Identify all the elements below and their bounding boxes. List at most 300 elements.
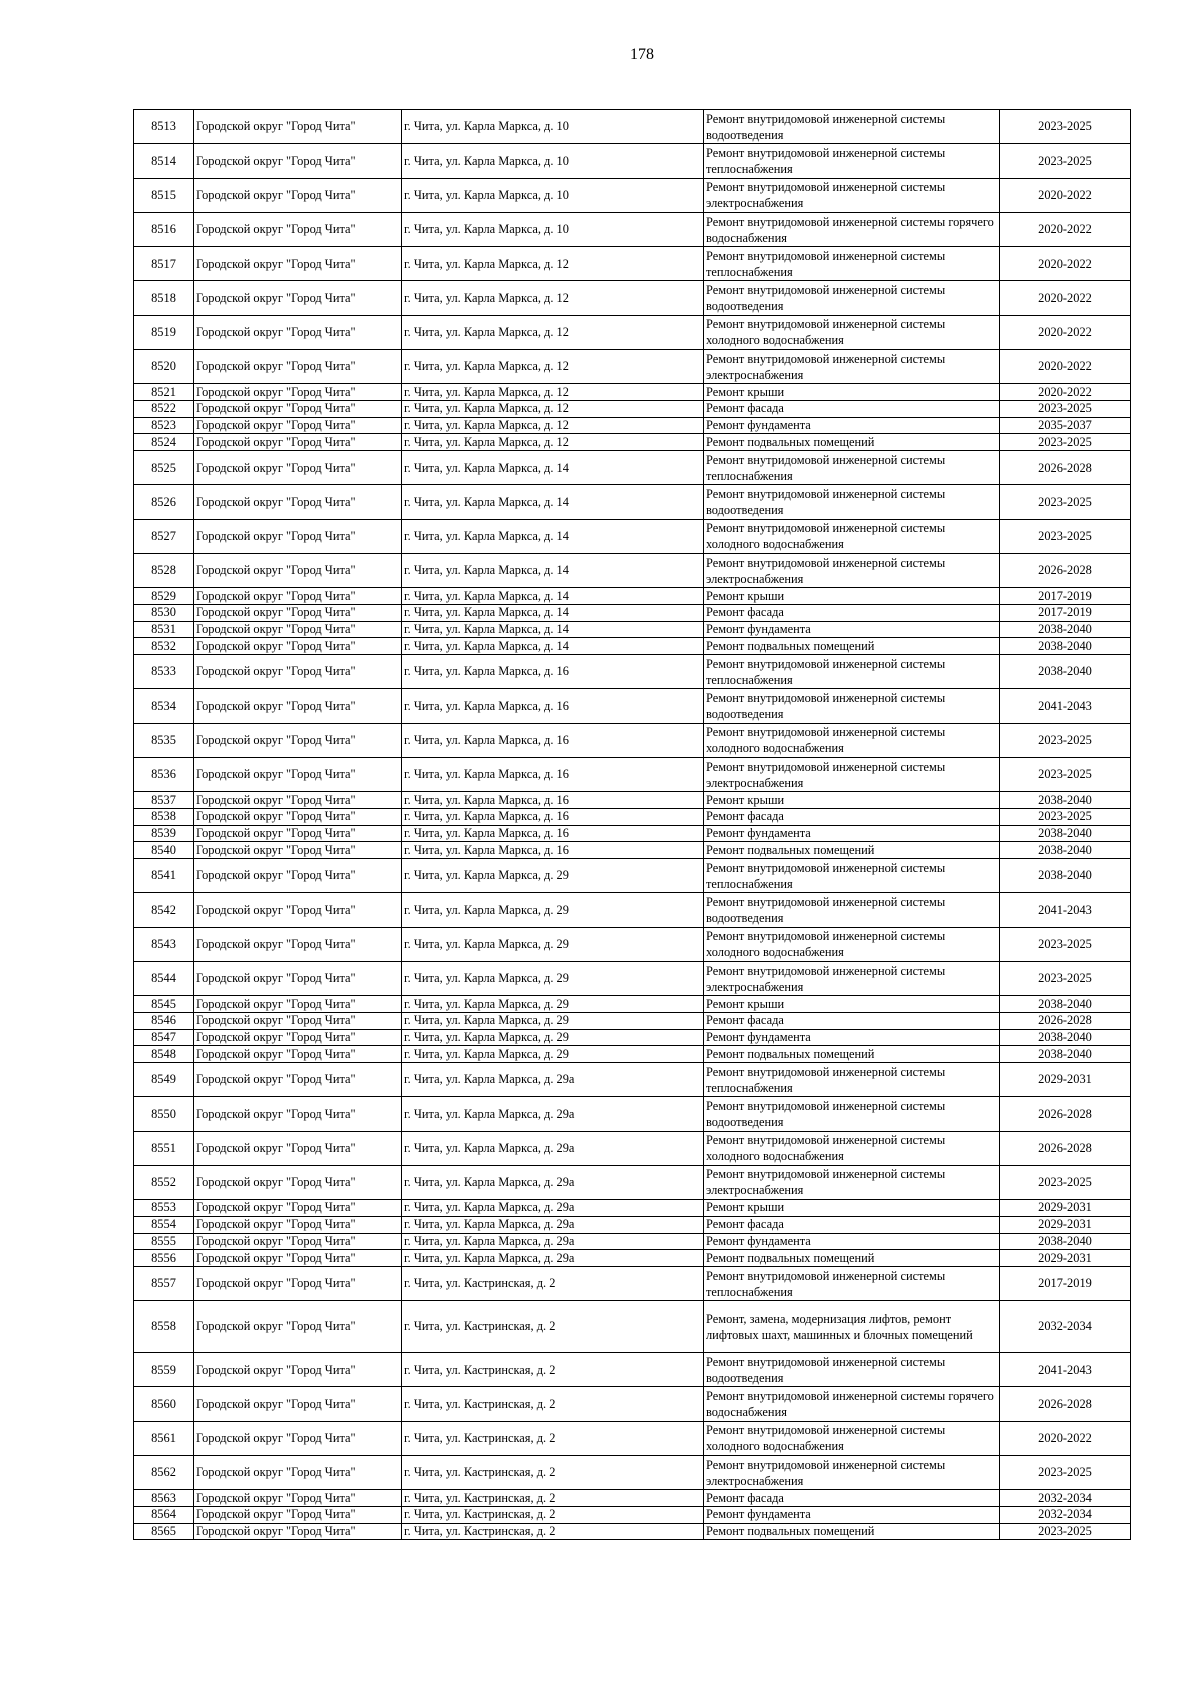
period-cell: 2020-2022 (1000, 178, 1131, 212)
work-type-cell: Ремонт внутридомовой инженерной системы теплоснабжения (704, 655, 1000, 689)
period-cell: 2023-2025 (1000, 434, 1131, 451)
work-type-cell: Ремонт фасада (704, 1012, 1000, 1029)
municipality-cell: Городской округ "Город Чита" (194, 1046, 402, 1063)
period-cell: 2029-2031 (1000, 1250, 1131, 1267)
address-cell: г. Чита, ул. Карла Маркса, д. 14 (402, 451, 704, 485)
address-cell: г. Чита, ул. Карла Маркса, д. 14 (402, 621, 704, 638)
work-type-cell: Ремонт внутридомовой инженерной системы горячего водоснабжения (704, 212, 1000, 246)
period-cell: 2041-2043 (1000, 1353, 1131, 1387)
table-row (134, 655, 1131, 689)
address-cell: г. Чита, ул. Кастринская, д. 2 (402, 1301, 704, 1353)
period-cell: 2023-2025 (1000, 757, 1131, 791)
municipality-cell: Городской округ "Город Чита" (194, 417, 402, 434)
table-row (134, 1131, 1131, 1165)
work-type-cell: Ремонт внутридомовой инженерной системы электроснабжения (704, 1165, 1000, 1199)
row-number: 8555 (134, 1233, 194, 1250)
municipality-cell: Городской округ "Город Чита" (194, 1421, 402, 1455)
row-number: 8543 (134, 927, 194, 961)
address-cell: г. Чита, ул. Карла Маркса, д. 16 (402, 825, 704, 842)
table-row (134, 434, 1131, 451)
municipality-cell: Городской округ "Город Чита" (194, 281, 402, 315)
period-cell: 2023-2025 (1000, 961, 1131, 995)
work-type-cell: Ремонт внутридомовой инженерной системы водоотведения (704, 1097, 1000, 1131)
period-cell: 2026-2028 (1000, 1097, 1131, 1131)
period-cell: 2038-2040 (1000, 621, 1131, 638)
work-type-cell: Ремонт внутридомовой инженерной системы электроснабжения (704, 1456, 1000, 1490)
table-row (134, 961, 1131, 995)
period-cell: 2038-2040 (1000, 842, 1131, 859)
address-cell: г. Чита, ул. Карла Маркса, д. 14 (402, 554, 704, 588)
address-cell: г. Чита, ул. Карла Маркса, д. 16 (402, 655, 704, 689)
work-type-cell: Ремонт фундамента (704, 1507, 1000, 1524)
municipality-cell: Городской округ "Город Чита" (194, 588, 402, 605)
table-row (134, 1456, 1131, 1490)
municipality-cell: Городской округ "Город Чита" (194, 961, 402, 995)
municipality-cell: Городской округ "Город Чита" (194, 723, 402, 757)
address-cell: г. Чита, ул. Карла Маркса, д. 29а (402, 1165, 704, 1199)
address-cell: г. Чита, ул. Карла Маркса, д. 12 (402, 315, 704, 349)
work-type-cell: Ремонт подвальных помещений (704, 1523, 1000, 1540)
table-row (134, 212, 1131, 246)
address-cell: г. Чита, ул. Карла Маркса, д. 12 (402, 281, 704, 315)
work-type-cell: Ремонт фундамента (704, 1233, 1000, 1250)
address-cell: г. Чита, ул. Карла Маркса, д. 29 (402, 927, 704, 961)
page-number: 178 (630, 46, 654, 63)
period-cell: 2020-2022 (1000, 315, 1131, 349)
work-type-cell: Ремонт фундамента (704, 621, 1000, 638)
address-cell: г. Чита, ул. Карла Маркса, д. 16 (402, 808, 704, 825)
period-cell: 2026-2028 (1000, 554, 1131, 588)
work-type-cell: Ремонт внутридомовой инженерной системы электроснабжения (704, 350, 1000, 384)
municipality-cell: Городской округ "Город Чита" (194, 1353, 402, 1387)
municipality-cell: Городской округ "Город Чита" (194, 689, 402, 723)
period-cell: 2038-2040 (1000, 655, 1131, 689)
address-cell: г. Чита, ул. Карла Маркса, д. 10 (402, 212, 704, 246)
row-number: 8540 (134, 842, 194, 859)
row-number: 8521 (134, 384, 194, 401)
period-cell: 2035-2037 (1000, 417, 1131, 434)
municipality-cell: Городской округ "Город Чита" (194, 1490, 402, 1507)
municipality-cell: Городской округ "Город Чита" (194, 1250, 402, 1267)
period-cell: 2023-2025 (1000, 927, 1131, 961)
row-number: 8517 (134, 247, 194, 281)
work-type-cell: Ремонт крыши (704, 792, 1000, 809)
table-row (134, 605, 1131, 622)
work-type-cell: Ремонт подвальных помещений (704, 434, 1000, 451)
municipality-cell: Городской округ "Город Чита" (194, 485, 402, 519)
address-cell: г. Чита, ул. Карла Маркса, д. 16 (402, 842, 704, 859)
table-row (134, 792, 1131, 809)
address-cell: г. Чита, ул. Карла Маркса, д. 12 (402, 350, 704, 384)
period-cell: 2020-2022 (1000, 1421, 1131, 1455)
work-type-cell: Ремонт внутридомовой инженерной системы холодного водоснабжения (704, 519, 1000, 553)
period-cell: 2023-2025 (1000, 144, 1131, 178)
row-number: 8530 (134, 605, 194, 622)
table-row (134, 485, 1131, 519)
period-cell: 2017-2019 (1000, 1266, 1131, 1300)
period-cell: 2020-2022 (1000, 350, 1131, 384)
municipality-cell: Городской округ "Город Чита" (194, 401, 402, 418)
row-number: 8523 (134, 417, 194, 434)
table-row (134, 178, 1131, 212)
period-cell: 2038-2040 (1000, 1046, 1131, 1063)
table-row (134, 401, 1131, 418)
row-number: 8550 (134, 1097, 194, 1131)
period-cell: 2020-2022 (1000, 281, 1131, 315)
table-row (134, 1353, 1131, 1387)
address-cell: г. Чита, ул. Кастринская, д. 2 (402, 1507, 704, 1524)
period-cell: 2026-2028 (1000, 1387, 1131, 1421)
row-number: 8556 (134, 1250, 194, 1267)
table-row (134, 417, 1131, 434)
work-type-cell: Ремонт внутридомовой инженерной системы теплоснабжения (704, 451, 1000, 485)
period-cell: 2038-2040 (1000, 792, 1131, 809)
row-number: 8552 (134, 1165, 194, 1199)
table-row (134, 1250, 1131, 1267)
municipality-cell: Городской округ "Город Чита" (194, 178, 402, 212)
table-row (134, 519, 1131, 553)
work-type-cell: Ремонт крыши (704, 996, 1000, 1013)
municipality-cell: Городской округ "Город Чита" (194, 825, 402, 842)
row-number: 8514 (134, 144, 194, 178)
period-cell: 2026-2028 (1000, 1012, 1131, 1029)
row-number: 8525 (134, 451, 194, 485)
table-row (134, 1097, 1131, 1131)
municipality-cell: Городской округ "Город Чита" (194, 1387, 402, 1421)
period-cell: 2020-2022 (1000, 247, 1131, 281)
table-row (134, 689, 1131, 723)
period-cell: 2017-2019 (1000, 605, 1131, 622)
work-type-cell: Ремонт внутридомовой инженерной системы теплоснабжения (704, 247, 1000, 281)
work-type-cell: Ремонт крыши (704, 588, 1000, 605)
address-cell: г. Чита, ул. Карла Маркса, д. 29 (402, 1029, 704, 1046)
address-cell: г. Чита, ул. Карла Маркса, д. 16 (402, 689, 704, 723)
row-number: 8559 (134, 1353, 194, 1387)
address-cell: г. Чита, ул. Карла Маркса, д. 29 (402, 893, 704, 927)
municipality-cell: Городской округ "Город Чита" (194, 247, 402, 281)
work-type-cell: Ремонт подвальных помещений (704, 842, 1000, 859)
work-type-cell: Ремонт фасада (704, 401, 1000, 418)
table-row (134, 1421, 1131, 1455)
work-type-cell: Ремонт внутридомовой инженерной системы холодного водоснабжения (704, 1421, 1000, 1455)
row-number: 8536 (134, 757, 194, 791)
address-cell: г. Чита, ул. Кастринская, д. 2 (402, 1387, 704, 1421)
municipality-cell: Городской округ "Город Чита" (194, 1266, 402, 1300)
address-cell: г. Чита, ул. Кастринская, д. 2 (402, 1421, 704, 1455)
row-number: 8551 (134, 1131, 194, 1165)
row-number: 8524 (134, 434, 194, 451)
period-cell: 2023-2025 (1000, 519, 1131, 553)
row-number: 8516 (134, 212, 194, 246)
municipality-cell: Городской округ "Город Чита" (194, 144, 402, 178)
address-cell: г. Чита, ул. Карла Маркса, д. 12 (402, 247, 704, 281)
work-type-cell: Ремонт фасада (704, 1490, 1000, 1507)
municipality-cell: Городской округ "Город Чита" (194, 808, 402, 825)
municipality-cell: Городской округ "Город Чита" (194, 554, 402, 588)
municipality-cell: Городской округ "Город Чита" (194, 842, 402, 859)
address-cell: г. Чита, ул. Кастринская, д. 2 (402, 1490, 704, 1507)
period-cell: 2038-2040 (1000, 859, 1131, 893)
address-cell: г. Чита, ул. Кастринская, д. 2 (402, 1353, 704, 1387)
row-number: 8565 (134, 1523, 194, 1540)
registry-table-body (134, 110, 1131, 1540)
row-number: 8527 (134, 519, 194, 553)
work-type-cell: Ремонт внутридомовой инженерной системы холодного водоснабжения (704, 927, 1000, 961)
period-cell: 2023-2025 (1000, 723, 1131, 757)
municipality-cell: Городской округ "Город Чита" (194, 893, 402, 927)
address-cell: г. Чита, ул. Карла Маркса, д. 12 (402, 401, 704, 418)
address-cell: г. Чита, ул. Карла Маркса, д. 29а (402, 1250, 704, 1267)
address-cell: г. Чита, ул. Карла Маркса, д. 29 (402, 961, 704, 995)
period-cell: 2023-2025 (1000, 401, 1131, 418)
period-cell: 2041-2043 (1000, 689, 1131, 723)
municipality-cell: Городской округ "Город Чита" (194, 1301, 402, 1353)
row-number: 8560 (134, 1387, 194, 1421)
period-cell: 2038-2040 (1000, 1029, 1131, 1046)
address-cell: г. Чита, ул. Карла Маркса, д. 14 (402, 588, 704, 605)
period-cell: 2038-2040 (1000, 638, 1131, 655)
table-row (134, 315, 1131, 349)
row-number: 8532 (134, 638, 194, 655)
work-type-cell: Ремонт внутридомовой инженерной системы горячего водоснабжения (704, 1387, 1000, 1421)
row-number: 8554 (134, 1216, 194, 1233)
table-row (134, 144, 1131, 178)
address-cell: г. Чита, ул. Карла Маркса, д. 29 (402, 996, 704, 1013)
row-number: 8533 (134, 655, 194, 689)
table-row (134, 842, 1131, 859)
period-cell: 2029-2031 (1000, 1216, 1131, 1233)
table-row (134, 1233, 1131, 1250)
address-cell: г. Чита, ул. Карла Маркса, д. 29 (402, 859, 704, 893)
municipality-cell: Городской округ "Город Чита" (194, 1216, 402, 1233)
municipality-cell: Городской округ "Город Чита" (194, 605, 402, 622)
row-number: 8519 (134, 315, 194, 349)
work-type-cell: Ремонт внутридомовой инженерной системы теплоснабжения (704, 1266, 1000, 1300)
work-type-cell: Ремонт внутридомовой инженерной системы холодного водоснабжения (704, 1131, 1000, 1165)
work-type-cell: Ремонт подвальных помещений (704, 638, 1000, 655)
row-number: 8515 (134, 178, 194, 212)
table-row (134, 927, 1131, 961)
period-cell: 2032-2034 (1000, 1507, 1131, 1524)
municipality-cell: Городской округ "Город Чита" (194, 434, 402, 451)
table-row (134, 384, 1131, 401)
address-cell: г. Чита, ул. Карла Маркса, д. 10 (402, 144, 704, 178)
address-cell: г. Чита, ул. Карла Маркса, д. 29а (402, 1216, 704, 1233)
address-cell: г. Чита, ул. Кастринская, д. 2 (402, 1266, 704, 1300)
municipality-cell: Городской округ "Город Чита" (194, 655, 402, 689)
work-type-cell: Ремонт внутридомовой инженерной системы водоотведения (704, 281, 1000, 315)
table-row (134, 110, 1131, 144)
row-number: 8562 (134, 1456, 194, 1490)
work-type-cell: Ремонт внутридомовой инженерной системы водоотведения (704, 893, 1000, 927)
row-number: 8518 (134, 281, 194, 315)
municipality-cell: Городской округ "Город Чита" (194, 792, 402, 809)
work-type-cell: Ремонт внутридомовой инженерной системы водоотведения (704, 689, 1000, 723)
row-number: 8564 (134, 1507, 194, 1524)
address-cell: г. Чита, ул. Карла Маркса, д. 29а (402, 1097, 704, 1131)
address-cell: г. Чита, ул. Карла Маркса, д. 14 (402, 605, 704, 622)
row-number: 8529 (134, 588, 194, 605)
municipality-cell: Городской округ "Город Чита" (194, 927, 402, 961)
period-cell: 2041-2043 (1000, 893, 1131, 927)
table-row (134, 621, 1131, 638)
work-type-cell: Ремонт внутридомовой инженерной системы водоотведения (704, 1353, 1000, 1387)
municipality-cell: Городской округ "Город Чита" (194, 1097, 402, 1131)
table-row (134, 757, 1131, 791)
row-number: 8522 (134, 401, 194, 418)
work-type-cell: Ремонт внутридомовой инженерной системы теплоснабжения (704, 144, 1000, 178)
row-number: 8513 (134, 110, 194, 144)
row-number: 8557 (134, 1266, 194, 1300)
work-type-cell: Ремонт фасада (704, 808, 1000, 825)
row-number: 8541 (134, 859, 194, 893)
table-row (134, 1301, 1131, 1353)
table-row (134, 859, 1131, 893)
municipality-cell: Городской округ "Город Чита" (194, 212, 402, 246)
work-type-cell: Ремонт фундамента (704, 417, 1000, 434)
work-type-cell: Ремонт фасада (704, 605, 1000, 622)
municipality-cell: Городской округ "Город Чита" (194, 1012, 402, 1029)
table-row (134, 554, 1131, 588)
row-number: 8545 (134, 996, 194, 1013)
period-cell: 2038-2040 (1000, 825, 1131, 842)
address-cell: г. Чита, ул. Карла Маркса, д. 12 (402, 417, 704, 434)
work-type-cell: Ремонт внутридомовой инженерной системы электроснабжения (704, 757, 1000, 791)
work-type-cell: Ремонт внутридомовой инженерной системы водоотведения (704, 485, 1000, 519)
table-row (134, 1387, 1131, 1421)
municipality-cell: Городской округ "Город Чита" (194, 1523, 402, 1540)
municipality-cell: Городской округ "Город Чита" (194, 1507, 402, 1524)
table-row (134, 996, 1131, 1013)
work-type-cell: Ремонт внутридомовой инженерной системы водоотведения (704, 110, 1000, 144)
table-row (134, 588, 1131, 605)
municipality-cell: Городской округ "Город Чита" (194, 384, 402, 401)
table-row (134, 1029, 1131, 1046)
municipality-cell: Городской округ "Город Чита" (194, 1131, 402, 1165)
municipality-cell: Городской округ "Город Чита" (194, 859, 402, 893)
address-cell: г. Чита, ул. Кастринская, д. 2 (402, 1456, 704, 1490)
address-cell: г. Чита, ул. Карла Маркса, д. 29 (402, 1012, 704, 1029)
row-number: 8535 (134, 723, 194, 757)
municipality-cell: Городской округ "Город Чита" (194, 519, 402, 553)
row-number: 8549 (134, 1062, 194, 1096)
period-cell: 2023-2025 (1000, 1456, 1131, 1490)
row-number: 8547 (134, 1029, 194, 1046)
period-cell: 2017-2019 (1000, 588, 1131, 605)
address-cell: г. Чита, ул. Карла Маркса, д. 29а (402, 1131, 704, 1165)
address-cell: г. Чита, ул. Карла Маркса, д. 16 (402, 757, 704, 791)
address-cell: г. Чита, ул. Карла Маркса, д. 16 (402, 723, 704, 757)
period-cell: 2026-2028 (1000, 451, 1131, 485)
address-cell: г. Чита, ул. Кастринская, д. 2 (402, 1523, 704, 1540)
address-cell: г. Чита, ул. Карла Маркса, д. 12 (402, 434, 704, 451)
work-type-cell: Ремонт фундамента (704, 1029, 1000, 1046)
work-type-cell: Ремонт фасада (704, 1216, 1000, 1233)
municipality-cell: Городской округ "Город Чита" (194, 110, 402, 144)
period-cell: 2023-2025 (1000, 1523, 1131, 1540)
address-cell: г. Чита, ул. Карла Маркса, д. 16 (402, 792, 704, 809)
address-cell: г. Чита, ул. Карла Маркса, д. 29а (402, 1200, 704, 1217)
row-number: 8542 (134, 893, 194, 927)
period-cell: 2038-2040 (1000, 1233, 1131, 1250)
row-number: 8528 (134, 554, 194, 588)
address-cell: г. Чита, ул. Карла Маркса, д. 29а (402, 1062, 704, 1096)
work-type-cell: Ремонт подвальных помещений (704, 1046, 1000, 1063)
address-cell: г. Чита, ул. Карла Маркса, д. 10 (402, 178, 704, 212)
row-number: 8544 (134, 961, 194, 995)
period-cell: 2029-2031 (1000, 1062, 1131, 1096)
work-type-cell: Ремонт внутридомовой инженерной системы электроснабжения (704, 554, 1000, 588)
row-number: 8526 (134, 485, 194, 519)
municipality-cell: Городской округ "Город Чита" (194, 621, 402, 638)
municipality-cell: Городской округ "Город Чита" (194, 1456, 402, 1490)
table-row (134, 723, 1131, 757)
table-row (134, 1523, 1131, 1540)
work-type-cell: Ремонт внутридомовой инженерной системы холодного водоснабжения (704, 315, 1000, 349)
row-number: 8548 (134, 1046, 194, 1063)
municipality-cell: Городской округ "Город Чита" (194, 1029, 402, 1046)
municipality-cell: Городской округ "Город Чита" (194, 315, 402, 349)
municipality-cell: Городской округ "Город Чита" (194, 638, 402, 655)
row-number: 8558 (134, 1301, 194, 1353)
work-type-cell: Ремонт внутридомовой инженерной системы холодного водоснабжения (704, 723, 1000, 757)
period-cell: 2029-2031 (1000, 1200, 1131, 1217)
registry-table (133, 109, 1131, 1540)
row-number: 8563 (134, 1490, 194, 1507)
address-cell: г. Чита, ул. Карла Маркса, д. 14 (402, 519, 704, 553)
table-row (134, 1165, 1131, 1199)
table-row (134, 451, 1131, 485)
period-cell: 2023-2025 (1000, 485, 1131, 519)
table-row (134, 893, 1131, 927)
table-row (134, 247, 1131, 281)
row-number: 8538 (134, 808, 194, 825)
period-cell: 2038-2040 (1000, 996, 1131, 1013)
address-cell: г. Чита, ул. Карла Маркса, д. 10 (402, 110, 704, 144)
table-row (134, 1216, 1131, 1233)
table-row (134, 350, 1131, 384)
table-row (134, 1200, 1131, 1217)
table-row (134, 1012, 1131, 1029)
row-number: 8537 (134, 792, 194, 809)
municipality-cell: Городской округ "Город Чита" (194, 451, 402, 485)
work-type-cell: Ремонт внутридомовой инженерной системы электроснабжения (704, 178, 1000, 212)
period-cell: 2023-2025 (1000, 1165, 1131, 1199)
table-row (134, 1507, 1131, 1524)
period-cell: 2032-2034 (1000, 1490, 1131, 1507)
period-cell: 2032-2034 (1000, 1301, 1131, 1353)
address-cell: г. Чита, ул. Карла Маркса, д. 29 (402, 1046, 704, 1063)
row-number: 8546 (134, 1012, 194, 1029)
municipality-cell: Городской округ "Город Чита" (194, 1200, 402, 1217)
work-type-cell: Ремонт крыши (704, 384, 1000, 401)
table-row (134, 1062, 1131, 1096)
address-cell: г. Чита, ул. Карла Маркса, д. 29а (402, 1233, 704, 1250)
municipality-cell: Городской округ "Город Чита" (194, 1233, 402, 1250)
work-type-cell: Ремонт внутридомовой инженерной системы электроснабжения (704, 961, 1000, 995)
row-number: 8534 (134, 689, 194, 723)
municipality-cell: Городской округ "Город Чита" (194, 1165, 402, 1199)
work-type-cell: Ремонт фундамента (704, 825, 1000, 842)
period-cell: 2023-2025 (1000, 808, 1131, 825)
row-number: 8520 (134, 350, 194, 384)
table-row (134, 1490, 1131, 1507)
period-cell: 2020-2022 (1000, 212, 1131, 246)
table-row (134, 638, 1131, 655)
table-row (134, 281, 1131, 315)
work-type-cell: Ремонт внутридомовой инженерной системы теплоснабжения (704, 859, 1000, 893)
table-row (134, 825, 1131, 842)
